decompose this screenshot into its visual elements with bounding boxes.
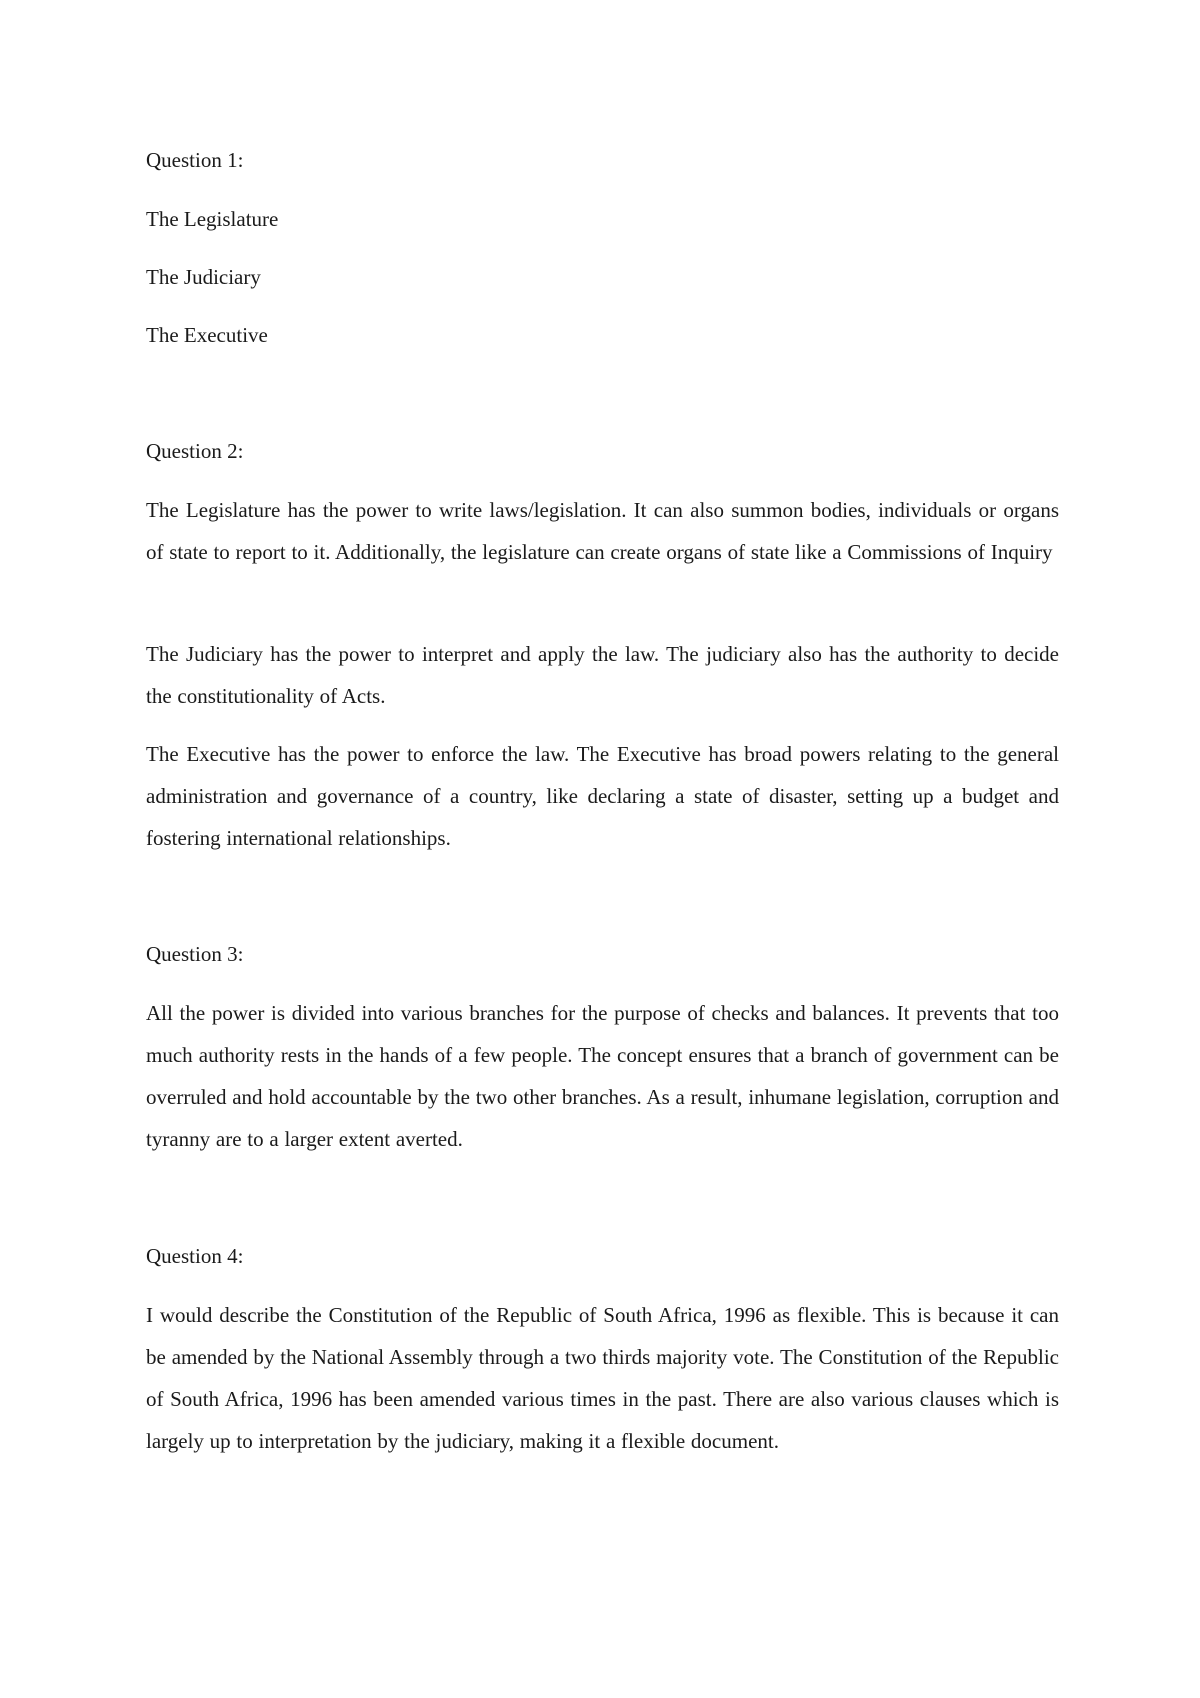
question-2-paragraph-legislature: The Legislature has the power to write laws/legislation. It can also summon bodies, individuals or organs of state to report to it. Additionally, the legislature can create organs of state like a Commissions of Inquiry xyxy=(146,498,1059,564)
question-1-item-executive: The Executive xyxy=(146,323,268,347)
question-1-item-legislature: The Legislature xyxy=(146,207,279,231)
question-4-paragraph: I would describe the Constitution of the Republic of South Africa, 1996 as flexible. This is because it can be amended by the National Assembly through a two thirds majority vote. The Constitution of the Republic of South Africa, 1996 has been amended various times in the past. There are also various clauses which is largely up to interpretation by the judiciary, making it a flexible document. xyxy=(146,1303,1059,1453)
question-1-item-judiciary: The Judiciary xyxy=(146,265,261,289)
question-1-heading: Question 1: xyxy=(146,148,244,172)
question-3-heading: Question 3: xyxy=(146,942,244,966)
question-3-paragraph: All the power is divided into various branches for the purpose of checks and balances. It prevents that too much authority rests in the hands of a few people. The concept ensures that a branch of government can be overruled and hold accountable by the two other branches. As a result, inhumane legislation, corruption and tyranny are to a larger extent averted. xyxy=(146,1001,1059,1151)
question-2-paragraph-executive: The Executive has the power to enforce the law. The Executive has broad powers relating to the general administration and governance of a country, like declaring a state of disaster, setting up a budget and fostering international relationships. xyxy=(146,742,1059,850)
question-2-paragraph-judiciary: The Judiciary has the power to interpret and apply the law. The judiciary also has the authority to decide the constitutionality of Acts. xyxy=(146,642,1059,708)
question-2-heading: Question 2: xyxy=(146,439,244,463)
question-4-heading: Question 4: xyxy=(146,1244,244,1268)
